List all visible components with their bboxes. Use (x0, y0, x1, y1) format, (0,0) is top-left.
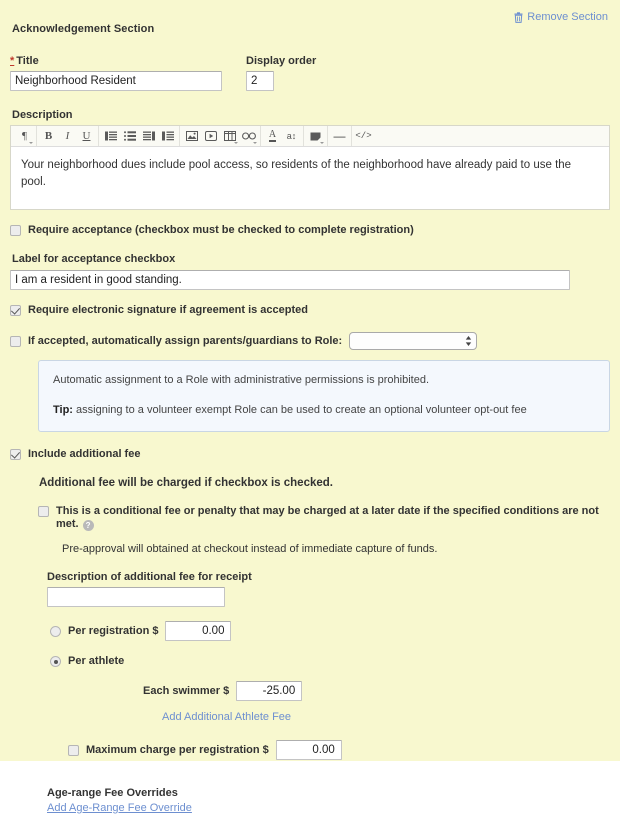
per-registration-label: Per registration $ (68, 625, 159, 637)
role-info-box (38, 360, 610, 432)
auto-assign-role-row (10, 332, 610, 350)
role-select-wrapper (349, 332, 477, 350)
paragraph-format-icon[interactable]: ¶ (15, 128, 34, 145)
preapproval-note: Pre-approval will obtained at checkout instead of immediate capture of funds. (62, 543, 438, 555)
add-additional-athlete-fee-link[interactable]: Add Additional Athlete Fee (162, 711, 292, 723)
require-signature-row[interactable] (10, 304, 610, 317)
display-order-field-group (246, 55, 316, 91)
require-signature-label: Require electronic signature if agreement is accepted (28, 304, 308, 316)
require-acceptance-row[interactable] (10, 224, 610, 237)
toolbar-group-insert (180, 126, 261, 146)
title-order-row (10, 55, 610, 91)
each-swimmer-row (143, 681, 610, 701)
each-swimmer-amount-input[interactable] (236, 681, 302, 701)
toolbar-group-source (352, 126, 375, 146)
include-additional-fee-row[interactable] (10, 448, 610, 461)
auto-assign-role-label: If accepted, automatically assign parents/guardians to Role: (28, 334, 343, 347)
insert-video-icon[interactable] (201, 128, 220, 145)
conditional-fee-label (56, 505, 610, 531)
conditional-fee-row[interactable] (38, 505, 610, 531)
auto-assign-role-checkbox[interactable] (10, 336, 21, 347)
each-swimmer-label: Each swimmer $ (143, 685, 230, 697)
background-color-icon[interactable] (306, 128, 325, 145)
underline-icon[interactable]: U (82, 130, 91, 142)
age-range-overrides-title: Age-range Fee Overrides (47, 787, 178, 799)
toolbar-group-styles (37, 126, 99, 146)
source-code-icon[interactable]: </> (355, 131, 372, 141)
fee-heading: Additional fee will be charged if checkbox is checked. (39, 477, 333, 489)
title-field-group (10, 55, 232, 91)
title-label-text: Title (16, 55, 39, 67)
indent-icon[interactable] (158, 128, 177, 145)
align-left-icon[interactable] (101, 128, 120, 145)
required-marker: * (10, 55, 15, 67)
info-box-tip (53, 402, 595, 419)
insert-table-icon[interactable] (220, 128, 239, 145)
display-order-input[interactable] (246, 71, 274, 91)
maximum-charge-row[interactable] (68, 740, 610, 760)
require-acceptance-label: Require acceptance (checkbox must be checked to complete registration) (28, 224, 414, 236)
help-icon[interactable]: ? (83, 520, 94, 531)
fee-description-input[interactable] (47, 587, 225, 607)
conditional-fee-checkbox[interactable] (38, 506, 49, 517)
bold-icon[interactable]: B (44, 130, 53, 142)
description-editor (10, 125, 610, 210)
toolbar-group-paragraph (13, 126, 37, 146)
add-athlete-fee-wrapper (162, 711, 610, 723)
trash-icon (514, 12, 523, 23)
toolbar-group-rule (328, 126, 352, 146)
toolbar-group-align (99, 126, 180, 146)
title-input[interactable] (10, 71, 222, 91)
require-signature-checkbox[interactable] (10, 305, 21, 316)
per-athlete-row[interactable] (50, 655, 610, 668)
horizontal-rule-icon[interactable]: — (333, 129, 346, 143)
fee-description-label: Description of additional fee for receipt (47, 571, 252, 583)
acceptance-label-title: Label for acceptance checkbox (12, 253, 176, 265)
info-box-tip-prefix: Tip: (53, 403, 73, 416)
insert-image-icon[interactable] (182, 128, 201, 145)
include-additional-fee-checkbox[interactable] (10, 449, 21, 460)
toolbar-group-background (304, 126, 328, 146)
remove-section-button[interactable] (514, 11, 608, 23)
add-age-range-fee-override-link[interactable]: Add Age-Range Fee Override (47, 802, 192, 814)
italic-icon[interactable]: I (65, 130, 70, 142)
text-color-icon[interactable]: A (268, 129, 277, 140)
maximum-charge-label: Maximum charge per registration $ (86, 744, 269, 756)
per-registration-amount-input[interactable] (165, 621, 231, 641)
insert-link-icon[interactable] (239, 128, 258, 145)
acceptance-label-input[interactable] (10, 270, 570, 290)
toolbar-group-text (261, 126, 304, 146)
editor-toolbar (11, 126, 609, 147)
require-acceptance-checkbox[interactable] (10, 225, 21, 236)
per-registration-row[interactable] (50, 621, 610, 641)
per-registration-radio[interactable] (50, 626, 61, 637)
title-label (10, 55, 232, 67)
include-additional-fee-label: Include additional fee (28, 448, 141, 460)
description-label: Description (12, 109, 73, 121)
info-box-line1: Automatic assignment to a Role with administrative permissions is prohibited. (53, 374, 429, 386)
display-order-label: Display order (246, 55, 317, 67)
page-title: Acknowledgement Section (12, 23, 155, 35)
role-select[interactable] (349, 332, 477, 350)
per-athlete-radio[interactable] (50, 656, 61, 667)
maximum-charge-amount-input[interactable] (276, 740, 342, 760)
maximum-charge-checkbox[interactable] (68, 745, 79, 756)
description-body[interactable]: Your neighborhood dues include pool access, so residents of the neighborhood have already paid to use the pool. (11, 147, 609, 209)
conditional-fee-label-text: This is a conditional fee or penalty that may be charged at a later date if the specified conditions are not met. (56, 505, 599, 530)
font-size-icon[interactable]: a↕ (286, 131, 297, 141)
remove-section-label: Remove Section (527, 11, 608, 23)
per-athlete-label: Per athlete (68, 655, 125, 667)
align-right-icon[interactable] (139, 128, 158, 145)
age-range-overrides-link-wrapper (47, 802, 610, 814)
info-box-tip-text: assigning to a volunteer exempt Role can be used to create an optional volunteer opt-out fee (72, 403, 527, 416)
unordered-list-icon[interactable] (120, 128, 139, 145)
